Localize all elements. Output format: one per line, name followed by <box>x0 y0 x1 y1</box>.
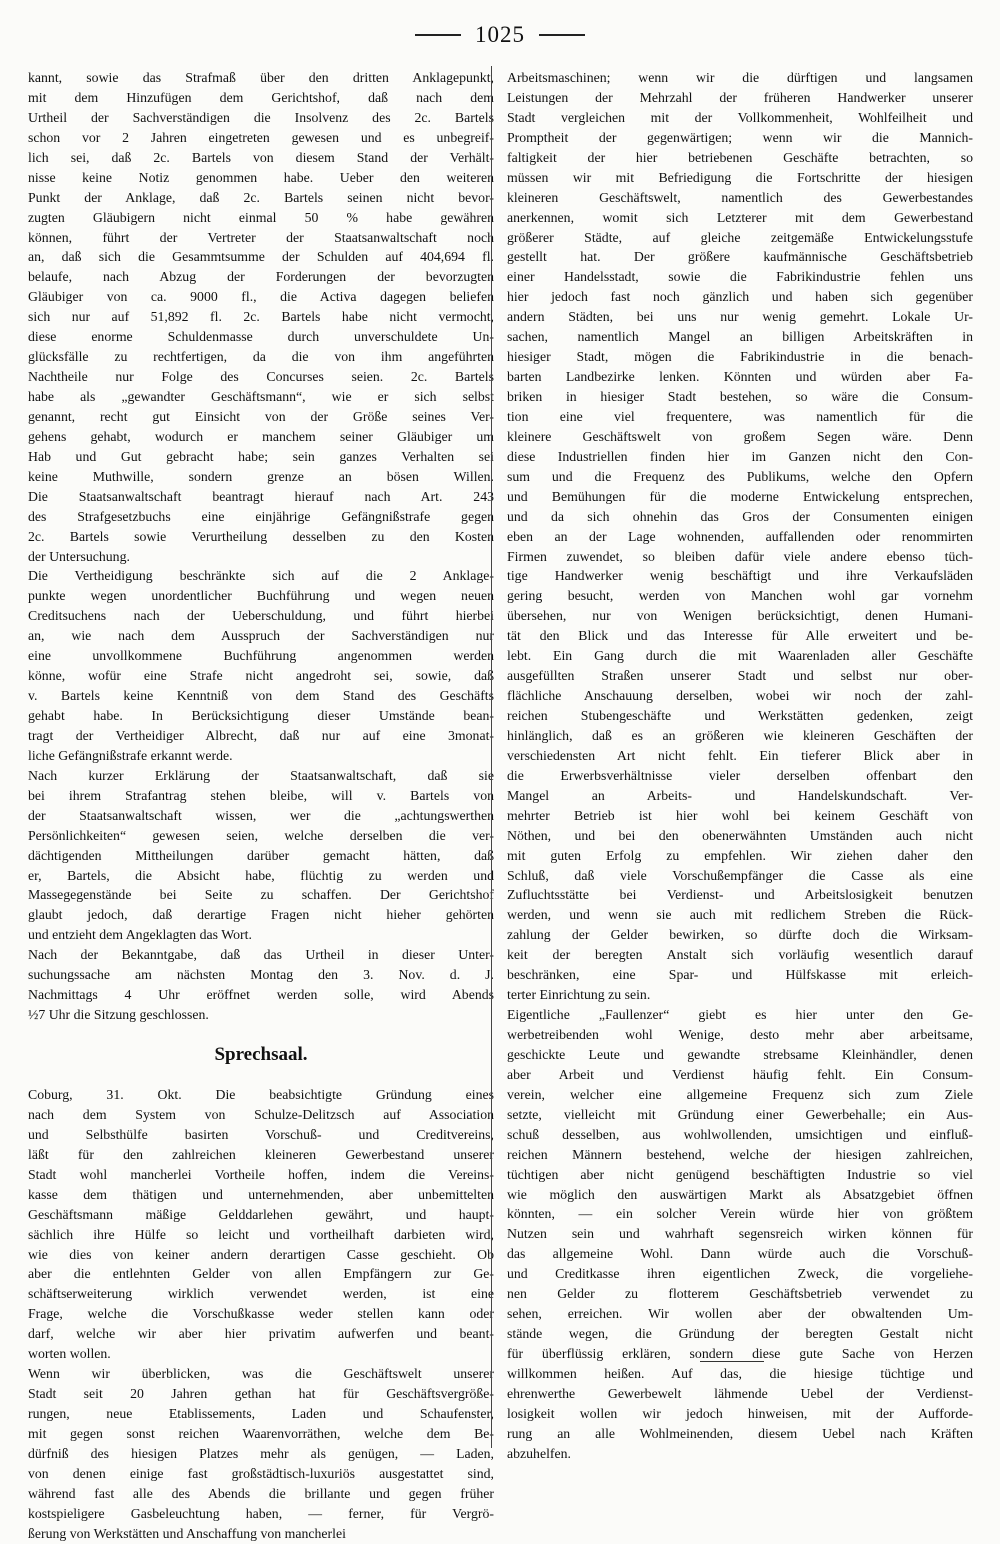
text-line: Massegegenstände bei Seite zu schaffen. Der Gerichtshof <box>28 887 494 903</box>
text-line: terter Einrichtung zu sein. <box>507 987 651 1003</box>
text-line: keit der beregten Anstalt sich vorläufig wesentlich darauf <box>507 947 973 963</box>
text-line: sächlich ihre Hülfe so leicht und vortheilhaft darbieten wird, <box>28 1226 494 1242</box>
text-line: keine Muthwille, sondern grenze an bösen Willen. <box>28 468 494 484</box>
text-line: ßerung von Werkstätten und Anschaffung von mancherlei <box>28 1525 346 1541</box>
text-line: aber Arbeit und Verdienst häufig fehlt. Ein Consum- <box>507 1066 973 1082</box>
text-line: wie dies von keiner andern derartigen Casse geschieht. Ob <box>28 1246 494 1262</box>
text-line: dürfniß des hiesigen Platzes mehr als genügen, — Laden, <box>28 1445 494 1461</box>
text-line: größerer Städte, auf gleiche zeitgemäße Entwickelungsstufe <box>507 229 973 245</box>
text-line: nen Gelder zu flotterem Geschäftsbetrieb verwendet zu <box>507 1286 973 1302</box>
text-line: Zufluchtsstätte bei Verdienst- und Arbeitslosigkeit benutzen <box>507 887 973 903</box>
text-line: rungen, neue Etablissements, Laden und Schaufenster, <box>28 1406 494 1421</box>
text-line: ausgefüllten Straßen unserer Stadt und selbst nur ober- <box>507 668 973 684</box>
text-line: losigkeit wollen wir jedoch hinweisen, mit der Aufforde- <box>507 1405 973 1421</box>
text-line: hiesiger Stadt, mögen die Fabrikindustrie in die benach- <box>507 349 973 365</box>
text-line: müssen wir mit Befriedigung die Fortschritte der hiesigen <box>507 169 973 185</box>
text-line: reichen Männern bestehend, welche der hiesigen zahlreichen, <box>507 1146 973 1162</box>
text-line: punkte wegen unordentlicher Buchführung und wegen neuen <box>28 588 494 604</box>
text-line: könne, wofür eine Strafe nicht angedroht sei, sowie, daß <box>28 668 494 684</box>
text-line: Nachmittags 4 Uhr eröffnet werden solle, wird Abends <box>28 987 494 1003</box>
text-line: Schluß, daß viele Vorschußempfänger die Casse als eine <box>507 867 973 883</box>
text-line: Nach der Bekanntgabe, daß das Urtheil in dieser Unter- <box>28 947 494 963</box>
text-line: tige Handwerker wenig beschäftigt und ihre Verkaufsläden <box>507 568 973 584</box>
text-line: Geschäftsmann mäßige Gelddarlehen gewährt, und haupt- <box>28 1206 494 1222</box>
text-line: Nöthen, und bei den obenerwähnten Umständen auch nicht <box>507 827 973 843</box>
text-line: gehens gehabt, wodurch er manchem seiner Gläubiger um <box>28 428 494 444</box>
text-line: und Creditkasse ihren eigentlichen Zweck, die vorgeliehe- <box>507 1266 973 1282</box>
text-line: das allgemeine Wohl. Dann würde auch die Vorschuß- <box>507 1246 973 1262</box>
text-line: briken in hiesiger Stadt bestehen, so wäre die Consum- <box>507 389 973 404</box>
text-line: mit guten Erfolg zu empfehlen. Wir ziehen daher den <box>507 847 973 863</box>
text-line: für überflüssig erklären, sondern diese gute Sache von Herzen <box>507 1346 973 1361</box>
text-line: Urtheil der Sachverständigen die Insolvenz des 2c. Bartels <box>28 109 494 125</box>
text-line: hinlänglich, daß es an größeren wie kleineren Geschäften der <box>507 727 973 743</box>
text-line: aber die entlehnten Gelder von allen Empfängern zur Ge- <box>28 1266 494 1282</box>
text-line: während fast alle des Abends die brillante und gegen früher <box>28 1485 494 1501</box>
text-line: des Strafgesetzbuchs eine einjährige Gefängnißstrafe gegen <box>28 508 494 524</box>
text-line: belaufe, nach Abzug der Forderungen der bevorzugten <box>28 269 494 285</box>
text-line: hier jedoch fast noch gänzlich und haben sich gegenüber <box>507 289 973 305</box>
text-line: Nachtheile nur Folge des Concurses seien. 2c. Bartels <box>28 369 494 385</box>
text-line: und Selbsthülfe basirten Vorschuß- und Creditvereins, <box>28 1126 494 1142</box>
text-line: reichen Stubengeschäfte und Werkstätten gedenken, zeigt <box>507 708 973 723</box>
section-heading: Sprechsaal. <box>214 1044 308 1065</box>
text-line: an, daß sich die Gesammtsumme der Schulden auf 404,694 fl. <box>28 249 494 265</box>
text-line: gering besucht, werden von Manchen wohl gar vornehm <box>507 588 973 604</box>
text-line: 2c. Bartels sowie Verurtheilung desselben zu den Kosten <box>28 528 494 544</box>
text-line: gehabt habe. In Berücksichtigung dieser Umstände bean- <box>28 708 494 723</box>
text-line: v. Bartels keine Kenntniß von dem Stand des Geschäfts <box>28 688 494 704</box>
text-line: könnten, — ein solcher Verein würde hier von größtem <box>507 1206 973 1222</box>
article-end-rule <box>700 1361 764 1362</box>
text-line: abzuhelfen. <box>507 1445 571 1461</box>
text-line: und entzieht dem Angeklagten das Wort. <box>28 927 252 943</box>
text-line: Promptheit der gegenwärtigen; wenn wir die Mannich- <box>507 129 973 145</box>
text-line: diese Industriellen finden hier im Ganzen nicht den Con- <box>507 448 973 464</box>
text-line: genannt, recht gut Einsicht von der Größe seines Ver- <box>28 408 494 424</box>
text-line: sich nur auf 51,892 fl. 2c. Bartels habe nicht vermocht, <box>28 309 494 325</box>
text-line: Stadt vergleichen mit der Vollkommenheit, Wohlfeilheit und <box>507 109 973 125</box>
text-line: verein, welcher eine allgemeine Frequenz sich zum Ziele <box>507 1086 973 1102</box>
column-divider <box>491 66 492 1448</box>
text-line: andern Städten, bei uns nur wenig gemehrt. Lokale Ur- <box>507 309 973 325</box>
text-line: glücksfälle zu rechtfertigen, da die von ihm angeführten <box>28 349 494 365</box>
text-line: kleineren Geschäftswelt, namentlich des Gewerbestandes <box>507 189 973 205</box>
text-line: läßt für den zahlreichen kleineren Gewerbestand unserer <box>28 1146 494 1162</box>
text-line: Coburg, 31. Okt. Die beabsichtigte Gründung eines <box>28 1087 494 1102</box>
text-line: Nach kurzer Erklärung der Staatsanwaltschaft, daß sie <box>28 767 494 783</box>
text-line: Mangel an Arbeits- und Handelskundschaft. Ver- <box>507 787 973 803</box>
text-line: schon vor 2 Jahren eingetreten gewesen und es unbegreif- <box>28 129 494 145</box>
text-line: Firmen zuwendet, so bleiben dafür viele andere ebenso tüch- <box>507 548 973 564</box>
text-line: der Untersuchung. <box>28 548 130 564</box>
text-line: kleinere Geschäftswelt von großem Segen wäre. Denn <box>507 428 973 444</box>
text-line: einer Handelsstadt, sowie die Fabrikindustrie fehlen uns <box>507 269 973 285</box>
text-line: Stadt wohl mancherlei Vortheile hoffen, indem die Vereins- <box>28 1166 494 1182</box>
text-line: ½7 Uhr die Sitzung geschlossen. <box>28 1007 209 1023</box>
text-line: sachen, namentlich Mangel an billigen Arbeitskräften in <box>507 329 973 345</box>
text-line: mit gegen sonst reichen Waarenvorräthen, welche dem Be- <box>28 1425 494 1441</box>
text-line: mit dem Hinzufügen dem Gerichtshof, daß nach dem <box>28 89 494 105</box>
text-line: darf, welche wir aber hier privatim aufwerfen und beant- <box>28 1326 494 1342</box>
text-line: setzte, vielleicht mit Gründung einer Gewerbehalle; ein Aus- <box>507 1106 973 1122</box>
text-line: an, wie nach dem Ausspruch der Sachverständigen nur <box>28 628 494 644</box>
text-line: nach dem System von Schulze-Delitzsch auf Association <box>28 1106 494 1122</box>
text-line: sum und die Frequenz des Publikums, welche den Opfern <box>507 468 973 484</box>
text-line: eine unvollkommene Buchführung angenommen werden <box>28 648 494 664</box>
text-line: stände wegen, die Gründung der beregten Gestalt nicht <box>507 1326 973 1342</box>
text-line: tion eine viel frequentere, was namentlich für die <box>507 408 973 424</box>
text-line: gestellt hat. Der größere kaufmännische Geschäftsbetrieb <box>507 249 973 265</box>
header-rule-left <box>415 34 461 36</box>
text-line: tragt der Vertheidiger Albrecht, daß nur auf eine 3monat- <box>28 727 494 743</box>
text-line: Hab und Gut gebracht habe; sein ganzes Verhalten sei <box>28 448 494 464</box>
text-line: kostspieligere Gasbeleuchtung haben, — ferner, für Vergrö- <box>28 1505 494 1521</box>
header-rule-right <box>539 34 585 36</box>
text-line: suchungssache am nächsten Montag den 3. Nov. d. J. <box>28 967 494 983</box>
text-line: mehrter Betrieb ist hier wohl bei keinem Geschäft von <box>507 807 973 823</box>
text-line: wie möglich den auswärtigen Markt als Absatzgebiet öffnen <box>507 1186 973 1202</box>
text-line: kannt, sowie das Strafmaß über den dritten Anklagepunkt, <box>28 70 494 85</box>
text-line: schäftserweiterung wirklich verwendet werden, ist eine <box>28 1286 494 1302</box>
text-line: Die Vertheidigung beschränkte sich auf die 2 Anklage- <box>28 568 494 584</box>
text-line: dächtigenden Mittheilungen darüber gemacht hätten, daß <box>28 847 494 863</box>
text-line: Eigentliche „Faullenzer“ giebt es hier unter den Ge- <box>507 1007 973 1023</box>
text-line: verschiedensten Art nicht fehlt. Ein tieferer Blick aber in <box>507 747 973 763</box>
text-line: eben an der Lage wohnenden, auffallenden oder renommirten <box>507 528 973 544</box>
text-line: beschränken, eine Spar- und Hülfskasse mit erleich- <box>507 967 973 983</box>
text-line: Wenn wir überblicken, was die Geschäftswelt unserer <box>28 1366 494 1382</box>
text-line: Arbeitsmaschinen; wenn wir die dürftigen und langsamen <box>507 70 973 85</box>
text-line: worten wollen. <box>28 1346 111 1362</box>
text-line: lich sei, daß 2c. Bartels von diesem Stand der Verhält- <box>28 149 494 165</box>
text-line: nisse keine Notiz genommen habe. Ueber den weiteren <box>28 169 494 185</box>
text-line: von denen einige fast großstädtisch-luxuriös ausgestattet sind, <box>28 1465 494 1481</box>
text-line: sehen, erreichen. Wir wollen aber der obwaltenden Um- <box>507 1306 973 1322</box>
text-line: barten Landbezirke lenken. Könnten und würden aber Fa- <box>507 369 973 385</box>
text-line: liche Gefängnißstrafe erkannt werde. <box>28 747 233 763</box>
text-line: und Bemühungen für die moderne Entwickelung entsprechen, <box>507 488 973 504</box>
text-line: Nutzen sein und wahrhaft segensreich wirken können für <box>507 1226 973 1242</box>
text-line: und da sich ohnehin das Gros der Consumenten einigen <box>507 508 973 524</box>
text-line: die Erwerbsverhältnisse vieler derselben offenbart den <box>507 767 973 783</box>
text-line: willkommen heißen. Auf das, die hiesige tüchtige und <box>507 1365 973 1381</box>
text-line: Stadt seit 20 Jahren gethan hat für Geschäftsvergröße- <box>28 1386 494 1402</box>
text-line: flächliche Anschauung derselben, wobei wir noch der zahl- <box>507 688 973 704</box>
text-line: können, führt der Vertreter der Staatsanwaltschaft noch <box>28 229 494 245</box>
text-line: werbetreibenden wohl Wenige, desto mehr aber arbeitsame, <box>507 1027 973 1042</box>
text-line: tüchtigen aber nicht genügend beschäftigten Industrie so viel <box>507 1166 973 1182</box>
text-line: bei ihrem Strafantrag stehen bleibe, will v. Bartels von <box>28 787 494 803</box>
text-line: tät den Blick und das Interesse für Alle erweitert und be- <box>507 628 973 644</box>
text-line: rung an alle Wohlmeinenden, diesem Uebel nach Kräften <box>507 1425 973 1441</box>
page-number: 1025 <box>475 22 525 47</box>
text-line: habe als „gewandter Geschäftsmann“, wie er sich selbst <box>28 389 494 404</box>
text-line: er, Bartels, die Absicht habe, flüchtig zu werden und <box>28 867 494 883</box>
text-line: ehrenwerthe Gewerbewelt lähmende Uebel der Verdienst- <box>507 1385 973 1401</box>
page-header <box>0 18 1000 52</box>
text-line: anerkennen, womit sich Letzterer mit dem Gewerbestand <box>507 209 973 225</box>
text-line: übersehen, nur von Wenigen berücksichtigt, denen Humani- <box>507 608 973 624</box>
text-line: geschickte Leute und gewandte strebsame Kleinhändler, denen <box>507 1046 973 1062</box>
text-line: Creditsuchens nach der Ueberschuldung, und führt hierbei <box>28 608 494 624</box>
text-line: Punkt der Anklage, daß 2c. Bartels seinen nicht bevor- <box>28 189 494 205</box>
text-line: faltigkeit der hier betriebenen Geschäfte betrachten, so <box>507 149 973 165</box>
text-line: zugten Gläubigern nicht einmal 50 % habe gewähren <box>28 209 494 225</box>
right-text-column <box>507 68 973 1464</box>
text-line: Die Staatsanwaltschaft beantragt hierauf nach Art. 243 <box>28 488 494 504</box>
text-line: der Staatsanwaltschaft wissen, wer die „achtungswerthen <box>28 807 494 823</box>
text-line: werden, und wenn sie auch mit redlichem Streben die Rück- <box>507 907 973 923</box>
text-line: Frage, welche die Vorschußkasse weder stellen kann oder <box>28 1306 494 1322</box>
text-line: diese enorme Schuldenmasse durch unverschuldete Un- <box>28 329 494 345</box>
text-line: Persönlichkeiten“ gewesen seien, welche derselben die ver- <box>28 827 494 843</box>
text-line: Gläubiger von ca. 9000 fl., die Activa dagegen beliefen <box>28 289 494 305</box>
text-line: Leistungen der Mehrzahl der früheren Handwerker unserer <box>507 89 973 105</box>
text-line: lebt. Ein Gang durch die mit Waarenladen aller Geschäfte <box>507 648 973 664</box>
text-line: glaubt jedoch, daß derartige Fragen nicht hieher gehörten <box>28 907 494 923</box>
text-line: kasse dem thätigen und unternehmenden, aber unbemittelten <box>28 1186 494 1202</box>
text-line: schuß desselben, aus wohlwollenden, umsichtigen und einfluß- <box>507 1126 973 1142</box>
text-line: zahlung der Gelder bewirken, so dürfte doch die Wirksam- <box>507 927 973 943</box>
left-text-column <box>28 68 494 1544</box>
